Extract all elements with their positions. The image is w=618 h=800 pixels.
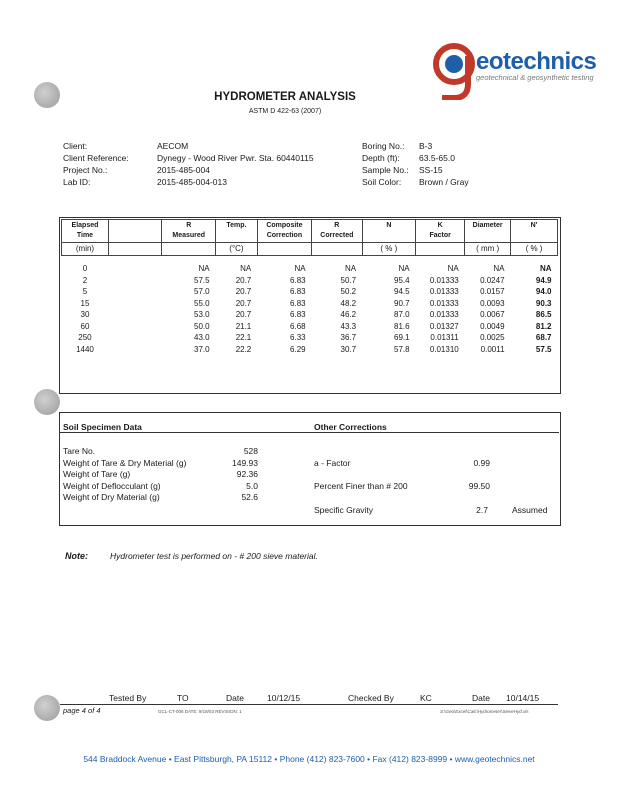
correction-value: 0.99 [473,458,490,468]
info-label: Sample No.: [362,165,409,175]
info-label: Client: [63,141,88,151]
logo-tagline: geotechnical & geosynthetic testing [476,73,594,82]
info-left-values [157,140,314,188]
table-cell: 57.8 [394,344,410,354]
column-header-bottom [513,231,555,241]
table-cell: 81.2 [535,321,552,331]
column-unit: (°C) [216,243,258,256]
table-cell: 6.29 [290,344,306,354]
info-value: 63.5-65.0 [419,153,455,163]
table-cell: 20.7 [235,275,252,285]
specimen-heading: Soil Specimen Data [63,422,142,432]
table-cell: 0.0025 [480,333,505,343]
column-header-top: Diameter [472,222,503,229]
column-header [511,220,558,243]
footer-rule [60,704,558,705]
table-row [62,332,558,344]
table-cell: 57.5 [535,344,552,354]
table-row [62,286,558,298]
checked-by-value: KC [420,693,432,703]
column-header [162,220,216,243]
table-cell: NA [447,264,459,274]
specimen-label: Weight of Deflocculant (g) [63,480,161,491]
table-cell: 6.83 [290,298,306,308]
table-cell: 0.01310 [429,344,459,354]
table-cell: 0.01333 [429,310,459,320]
table-cell: 37.0 [194,344,210,354]
info-value: Dynegy - Wood River Pwr. Sta. 60440115 [157,153,314,163]
table-cell: 20.7 [235,287,252,297]
column-header-bottom [218,231,255,241]
page-subtitle: ASTM D 422-63 (2007) [248,108,322,115]
info-label: Depth (ft): [362,153,400,163]
table-cell: 22.1 [235,333,252,343]
correction-label: a - Factor [314,458,351,468]
checked-date-value: 10/14/15 [506,693,540,703]
table-cell: NA [294,264,306,274]
checked-date-label: Date [472,693,490,703]
tested-date-value: 10/12/15 [267,693,301,703]
table-cell: 5 [82,287,88,297]
table-cell [108,309,161,321]
page-title: HYDROMETER ANALYSIS [214,91,356,103]
column-header-top: Temp. [226,222,247,229]
table-cell: 15 [80,298,90,308]
logo-wordmark: eotechnics [476,48,597,75]
column-header-top: R [334,222,340,229]
info-right-values [419,140,469,188]
table-cell [108,263,161,275]
table-cell: 30 [80,310,90,320]
table-cell: 22.2 [235,344,252,354]
table-cell: 0.0157 [480,287,505,297]
table-cell: 6.33 [290,333,306,343]
column-unit: ( mm ) [465,243,511,256]
column-unit: (min) [62,243,109,256]
column-header [465,220,511,243]
table-cell: 50.7 [340,275,357,285]
table-cell: NA [240,264,252,274]
checked-by-label: Checked By [348,693,394,703]
table-cell: 0.01311 [430,333,459,343]
table-cell: 0.01333 [429,298,459,308]
column-header-bottom: Factor [429,232,451,239]
column-header [257,220,311,243]
table-cell: 20.7 [235,310,252,320]
column-header-top: N [386,222,392,229]
table-cell [108,275,161,287]
column-unit: ( % ) [511,243,558,256]
page-number: page 4 of 4 [63,706,101,715]
specimen-value: 528 [243,446,258,456]
column-unit: ( % ) [362,243,416,256]
info-label: Client Reference: [63,153,129,163]
binder-hole-bottom [34,695,60,721]
info-value: 2015-485-004-013 [157,177,227,187]
table-cell: 0.0247 [480,275,505,285]
table-cell: 21.1 [235,321,252,331]
table-row [62,298,558,310]
specimen-value: 149.93 [232,457,258,468]
info-label: Lab ID: [63,177,91,187]
table-cell: NA [398,264,410,274]
table-cell [108,344,161,356]
table-row [62,321,558,333]
table-header-row [62,220,558,243]
column-header [362,220,416,243]
specimen-heading-rule [60,432,559,433]
table-cell: 46.2 [340,310,357,320]
note-label: Note: [65,551,88,561]
table-cell: 20.7 [235,298,252,308]
table-cell: 36.7 [340,333,357,343]
table-cell: 94.0 [535,287,552,297]
specimen-labels [63,446,186,504]
column-header-bottom [365,231,414,241]
column-header [62,220,109,243]
table-cell: 0.0049 [480,321,505,331]
table-cell: 0.01333 [429,287,459,297]
table-cell: 0.0011 [480,344,505,354]
table-cell: 43.0 [194,333,210,343]
column-header-bottom: Measured [172,232,206,239]
table-cell: 30.7 [340,344,357,354]
tested-date-label: Date [226,693,244,703]
table-cell: 0 [82,264,88,274]
correction-value: 2.7 [476,505,488,515]
table-cell: 86.5 [535,310,552,320]
table-cell: 87.0 [394,310,410,320]
table-units-row [62,243,558,256]
table-cell: 94.5 [394,287,410,297]
column-header-top: K [437,222,443,229]
column-header-bottom [111,226,159,236]
column-header-bottom: Corrected [320,232,354,239]
specimen-label: Weight of Tare & Dry Material (g) [63,457,187,468]
column-header [108,220,161,243]
table-row [62,309,558,321]
table-cell: NA [539,264,552,274]
table-cell [108,286,161,298]
table-spacer-row [62,255,558,263]
table-body [62,255,558,355]
specimen-label: Weight of Tare (g) [63,469,131,479]
table-cell: NA [198,264,210,274]
column-header-bottom [467,231,508,241]
table-cell [108,321,161,333]
info-value: Brown / Gray [419,177,469,187]
info-value: AECOM [157,141,189,151]
specimen-value: 52.6 [241,492,258,502]
specimen-label: Weight of Dry Material (g) [63,492,160,502]
table-cell: 50.2 [340,287,357,297]
correction-label: Specific Gravity [314,505,374,515]
table-cell: 0.0093 [480,298,505,308]
info-value: B-3 [419,141,433,151]
table-cell: 68.7 [535,333,552,343]
column-unit [162,243,216,256]
table-cell: 6.83 [290,287,306,297]
specimen-values [210,446,258,504]
correction-value: 99.50 [468,481,490,491]
info-left-labels [63,140,129,188]
table-cell: 95.4 [394,275,410,285]
table-row [62,275,558,287]
info-right-labels [362,140,409,188]
table-cell: 250 [78,333,92,343]
correction-label: Percent Finer than # 200 [314,481,408,491]
table-cell: 0.01327 [429,321,459,331]
table-cell: 57.5 [194,275,210,285]
table-cell: 0.0067 [480,310,505,320]
column-header [216,220,258,243]
column-header-top: R [186,222,192,229]
table-cell: 81.6 [394,321,410,331]
info-label: Soil Color: [362,177,402,187]
column-header-bottom: Correction [266,232,303,239]
table-cell: 94.9 [535,275,552,285]
specimen-label: Tare No. [63,446,96,456]
table-cell: 90.7 [394,298,410,308]
table-cell: 0.01333 [429,275,459,285]
column-header-bottom: Time [76,232,94,239]
tested-by-value: TO [177,693,189,703]
table-cell: 50.0 [194,321,210,331]
column-unit [416,243,465,256]
table-cell: 1440 [76,344,94,354]
correction-note: Assumed [512,505,548,515]
table-cell: NA [493,264,505,274]
table-cell: NA [344,264,357,274]
column-header-top: N' [530,222,538,229]
table-cell: 43.3 [340,321,357,331]
column-header-top: Composite [266,222,303,229]
table-cell: 57.0 [194,287,210,297]
info-label: Boring No.: [362,141,405,151]
table-cell: 6.68 [290,321,306,331]
table-cell: 53.0 [194,310,210,320]
info-value: SS-15 [419,165,443,175]
column-unit [108,243,161,256]
corrections-heading: Other Corrections [314,422,387,432]
table-cell [108,298,161,310]
specimen-value: 5.0 [246,480,258,491]
table-cell: 55.0 [194,298,210,308]
table-cell: 69.1 [394,333,410,343]
table-row [62,344,558,356]
table-cell: 60 [80,321,90,331]
column-header [416,220,465,243]
column-unit [312,243,362,256]
table-cell: 90.3 [535,298,552,308]
column-header [312,220,362,243]
table-cell: 6.83 [290,310,306,320]
column-unit [257,243,311,256]
note-text: Hydrometer test is performed on - # 200 sieve material. [110,551,318,561]
specimen-value: 92.36 [236,469,258,479]
table-cell: 2 [82,275,88,285]
hydrometer-table [61,219,558,355]
binder-hole-middle [34,389,60,415]
file-path: S:\Geo\Excel\Calc\Hydrometer\SieveHyd.xls [440,709,529,714]
info-label: Project No.: [63,165,108,175]
column-header-top: Elapsed [71,222,99,229]
company-address: 544 Braddock Avenue • East Pittsburgh, PA 15112 • Phone (412) 823-7600 • Fax (412) 823-8999 • www.geotechnics.net [83,754,535,764]
table-cell [108,332,161,344]
tested-by-label: Tested By [109,693,147,703]
table-row [62,263,558,275]
info-value: 2015-485-004 [157,165,210,175]
table-cell: 48.2 [340,298,357,308]
form-code: GCL-CT-006 DATE: 9/18/03 REVISION: 1 [158,709,242,714]
table-cell: 6.83 [290,275,306,285]
